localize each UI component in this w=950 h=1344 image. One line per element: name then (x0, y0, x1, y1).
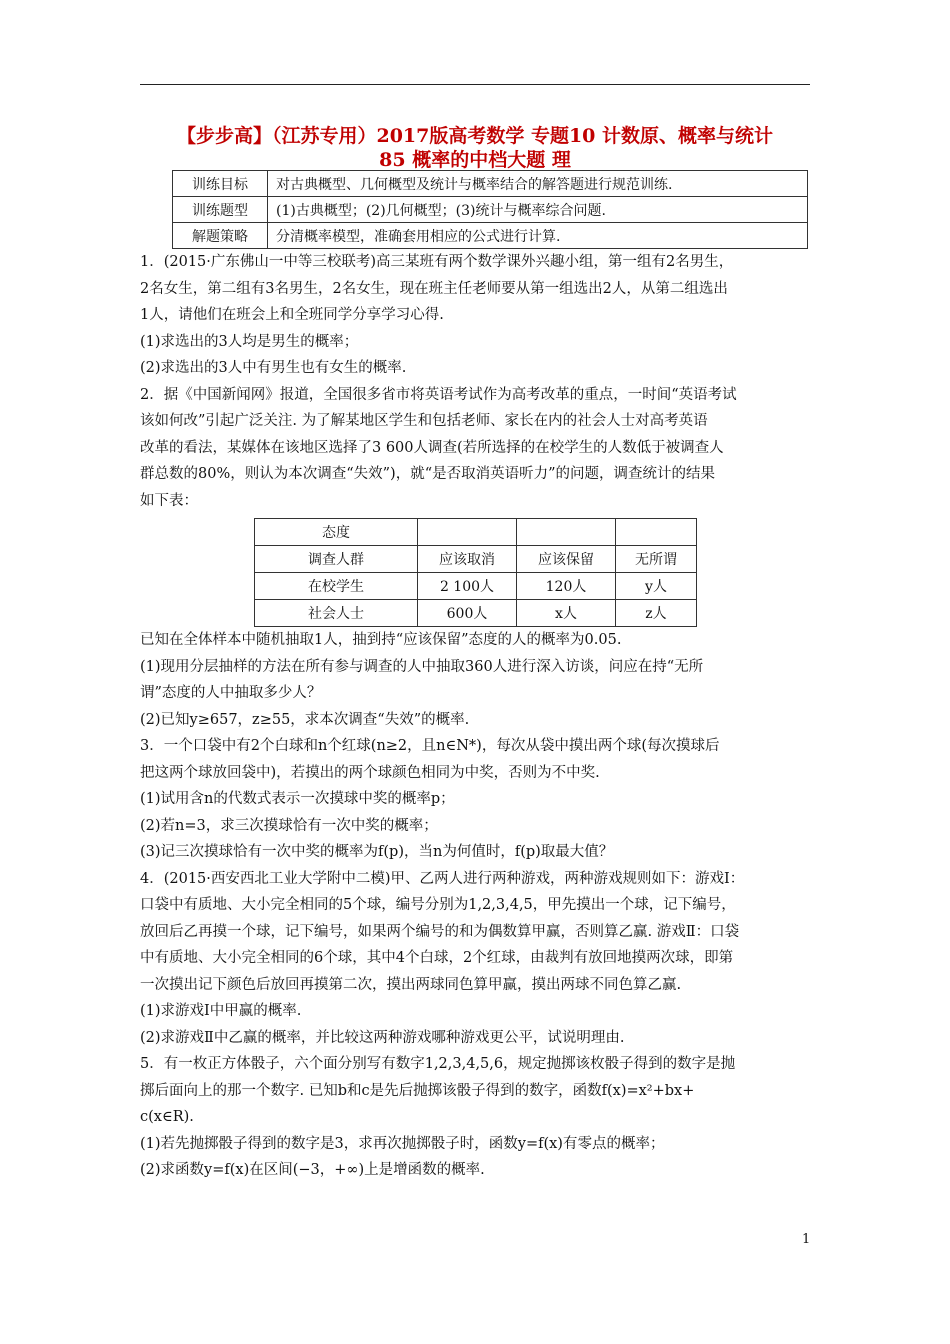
table-row (255, 573, 697, 600)
info-value: 分清概率模型，准确套用相应的公式进行计算. (268, 223, 808, 249)
text-line: (2)求游戏Ⅱ中乙赢的概率，并比较这两种游戏哪种游戏更公平，试说明理由. (140, 1029, 625, 1046)
text-line: c(x∈R). (140, 1109, 194, 1125)
text-line: (2)求选出的3人中有男生也有女生的概率. (140, 360, 407, 376)
text-line: 该如何改”引起广泛关注. 为了解某地区学生和包括老师、家长在内的社会人士对高考英语 (140, 413, 708, 429)
text-line: 4．(2015·西安西北工业大学附中二模)甲、乙两人进行两种游戏，两种游戏规则如下：游戏Ⅰ： (140, 870, 745, 887)
column-header: 应该取消 (418, 546, 517, 573)
text-line: 一次摸出记下颜色后放回再摸第二次，摸出两球同色算甲赢，摸出两球不同色算乙赢. (140, 976, 682, 993)
question-5 (140, 1051, 820, 1184)
text-line: (1)试用含n的代数式表示一次摸球中奖的概率p； (140, 791, 455, 807)
info-value: 对古典概型、几何概型及统计与概率结合的解答题进行规范训练. (268, 171, 808, 197)
text-line: 2．据《中国新闻网》报道，全国很多省市将英语考试作为高考改革的重点，一时间“英语考试 (140, 386, 737, 403)
text-line: 3．一个口袋中有2个白球和n个红球(n≥2，且n∈N*)，每次从袋中摸出两个球(每次摸球后 (140, 738, 720, 754)
text-line: (3)记三次摸球恰有一次中奖的概率为f(p)，当n为何值时，f(p)取最大值？ (140, 844, 614, 860)
table-row (173, 171, 808, 197)
text-line: (1)求游戏Ⅰ中甲赢的概率. (140, 1003, 302, 1019)
text-line: (1)求选出的3人均是男生的概率； (140, 333, 359, 350)
text-line: 如下表： (140, 492, 198, 509)
column-header: 应该保留 (517, 546, 616, 573)
text-line: 掷后面向上的那一个数字. 已知b和c是先后抛掷该骰子得到的数字，函数f(x)=x²+bx+ (140, 1082, 695, 1099)
title-line-2: 85 概率的中档大题 理 (379, 149, 571, 171)
table-row (255, 519, 697, 546)
question-4 (140, 866, 820, 1052)
text-line: 已知在全体样本中随机抽取1人，抽到持“应该保留”态度的人的概率为0.05. (140, 632, 622, 648)
text-line: 放回后乙再摸一个球，记下编号，如果两个编号的和为偶数算甲赢，否则算乙赢. 游戏Ⅱ：口袋 (140, 923, 740, 940)
survey-table (254, 518, 697, 627)
info-value: (1)古典概型；(2)几何概型；(3)统计与概率综合问题. (268, 197, 808, 223)
info-label: 训练题型 (173, 197, 268, 223)
document-body (140, 170, 820, 1184)
text-line: 把这两个球放回袋中)，若摸出的两个球颜色相同为中奖，否则为不中奖. (140, 764, 600, 781)
text-line: (2)已知y≥657，z≥55，求本次调查“失效”的概率. (140, 711, 470, 728)
title-line-1: 【步步高】（江苏专用）2017版高考数学 专题10 计数原、概率与统计 (176, 125, 774, 147)
page-number: 1 (802, 1232, 811, 1247)
row-label: 社会人士 (255, 600, 418, 627)
text-line: 群总数的80%，则认为本次调查“失效”)，就“是否取消英语听力”的问题，调查统计的结果 (140, 466, 716, 482)
text-line: 1．(2015·广东佛山一中等三校联考)高三某班有两个数学课外兴趣小组，第一组有2名男生， (140, 254, 734, 270)
text-line: 中有质地、大小完全相同的6个球，其中4个白球，2个红球，由裁判有放回地摸两次球，即第 (140, 950, 734, 966)
text-line: 改革的看法，某媒体在该地区选择了3 600人调查(若所选择的在校学生的人数低于被调查人 (140, 439, 724, 456)
table-row (173, 197, 808, 223)
text-line: (1)现用分层抽样的方法在所有参与调查的人中抽取360人进行深入访谈，问应在持“无所 (140, 658, 704, 675)
text-line: 谓”态度的人中抽取多少人？ (140, 685, 322, 701)
column-header: 无所谓 (616, 546, 697, 573)
text-line: (2)求函数y=f(x)在区间(−3，+∞)上是增函数的概率. (140, 1162, 485, 1178)
text-line: 2名女生，第二组有3名男生，2名女生，现在班主任老师要从第一组选出2人，从第二组选出 (140, 280, 728, 297)
row-label: 在校学生 (255, 573, 418, 600)
table-cell: y人 (616, 573, 697, 600)
table-cell: 2 100人 (418, 573, 517, 600)
text-line: 5．有一枚正方体骰子，六个面分别写有数字1,2,3,4,5,6，规定抛掷该枚骰子得到的数字是抛 (140, 1056, 736, 1072)
text-line: 口袋中有质地、大小完全相同的5个球，编号分别为1,2,3,4,5，甲先摸出一个球，记下编号， (140, 897, 736, 913)
table-row (255, 600, 697, 627)
header-group: 调查人群 (255, 546, 418, 573)
table-cell: x人 (517, 600, 616, 627)
table-cell: 120人 (517, 573, 616, 600)
training-info-table (172, 170, 808, 249)
question-3 (140, 733, 820, 866)
text-line: (2)若n=3，求三次摸球恰有一次中奖的概率； (140, 817, 438, 834)
text-line: (1)若先抛掷骰子得到的数字是3，求再次抛掷骰子时，函数y=f(x)有零点的概率； (140, 1135, 665, 1152)
header-rule (140, 84, 810, 85)
info-label: 训练目标 (173, 171, 268, 197)
info-label: 解题策略 (173, 223, 268, 249)
table-cell: z人 (616, 600, 697, 627)
table-row (173, 223, 808, 249)
question-2 (140, 382, 820, 734)
table-row (255, 546, 697, 573)
question-1 (140, 249, 820, 382)
text-line: 1人，请他们在班会上和全班同学分享学习心得. (140, 307, 444, 323)
header-attitude: 态度 (255, 519, 418, 546)
table-cell: 600人 (418, 600, 517, 627)
document-title (140, 124, 810, 172)
